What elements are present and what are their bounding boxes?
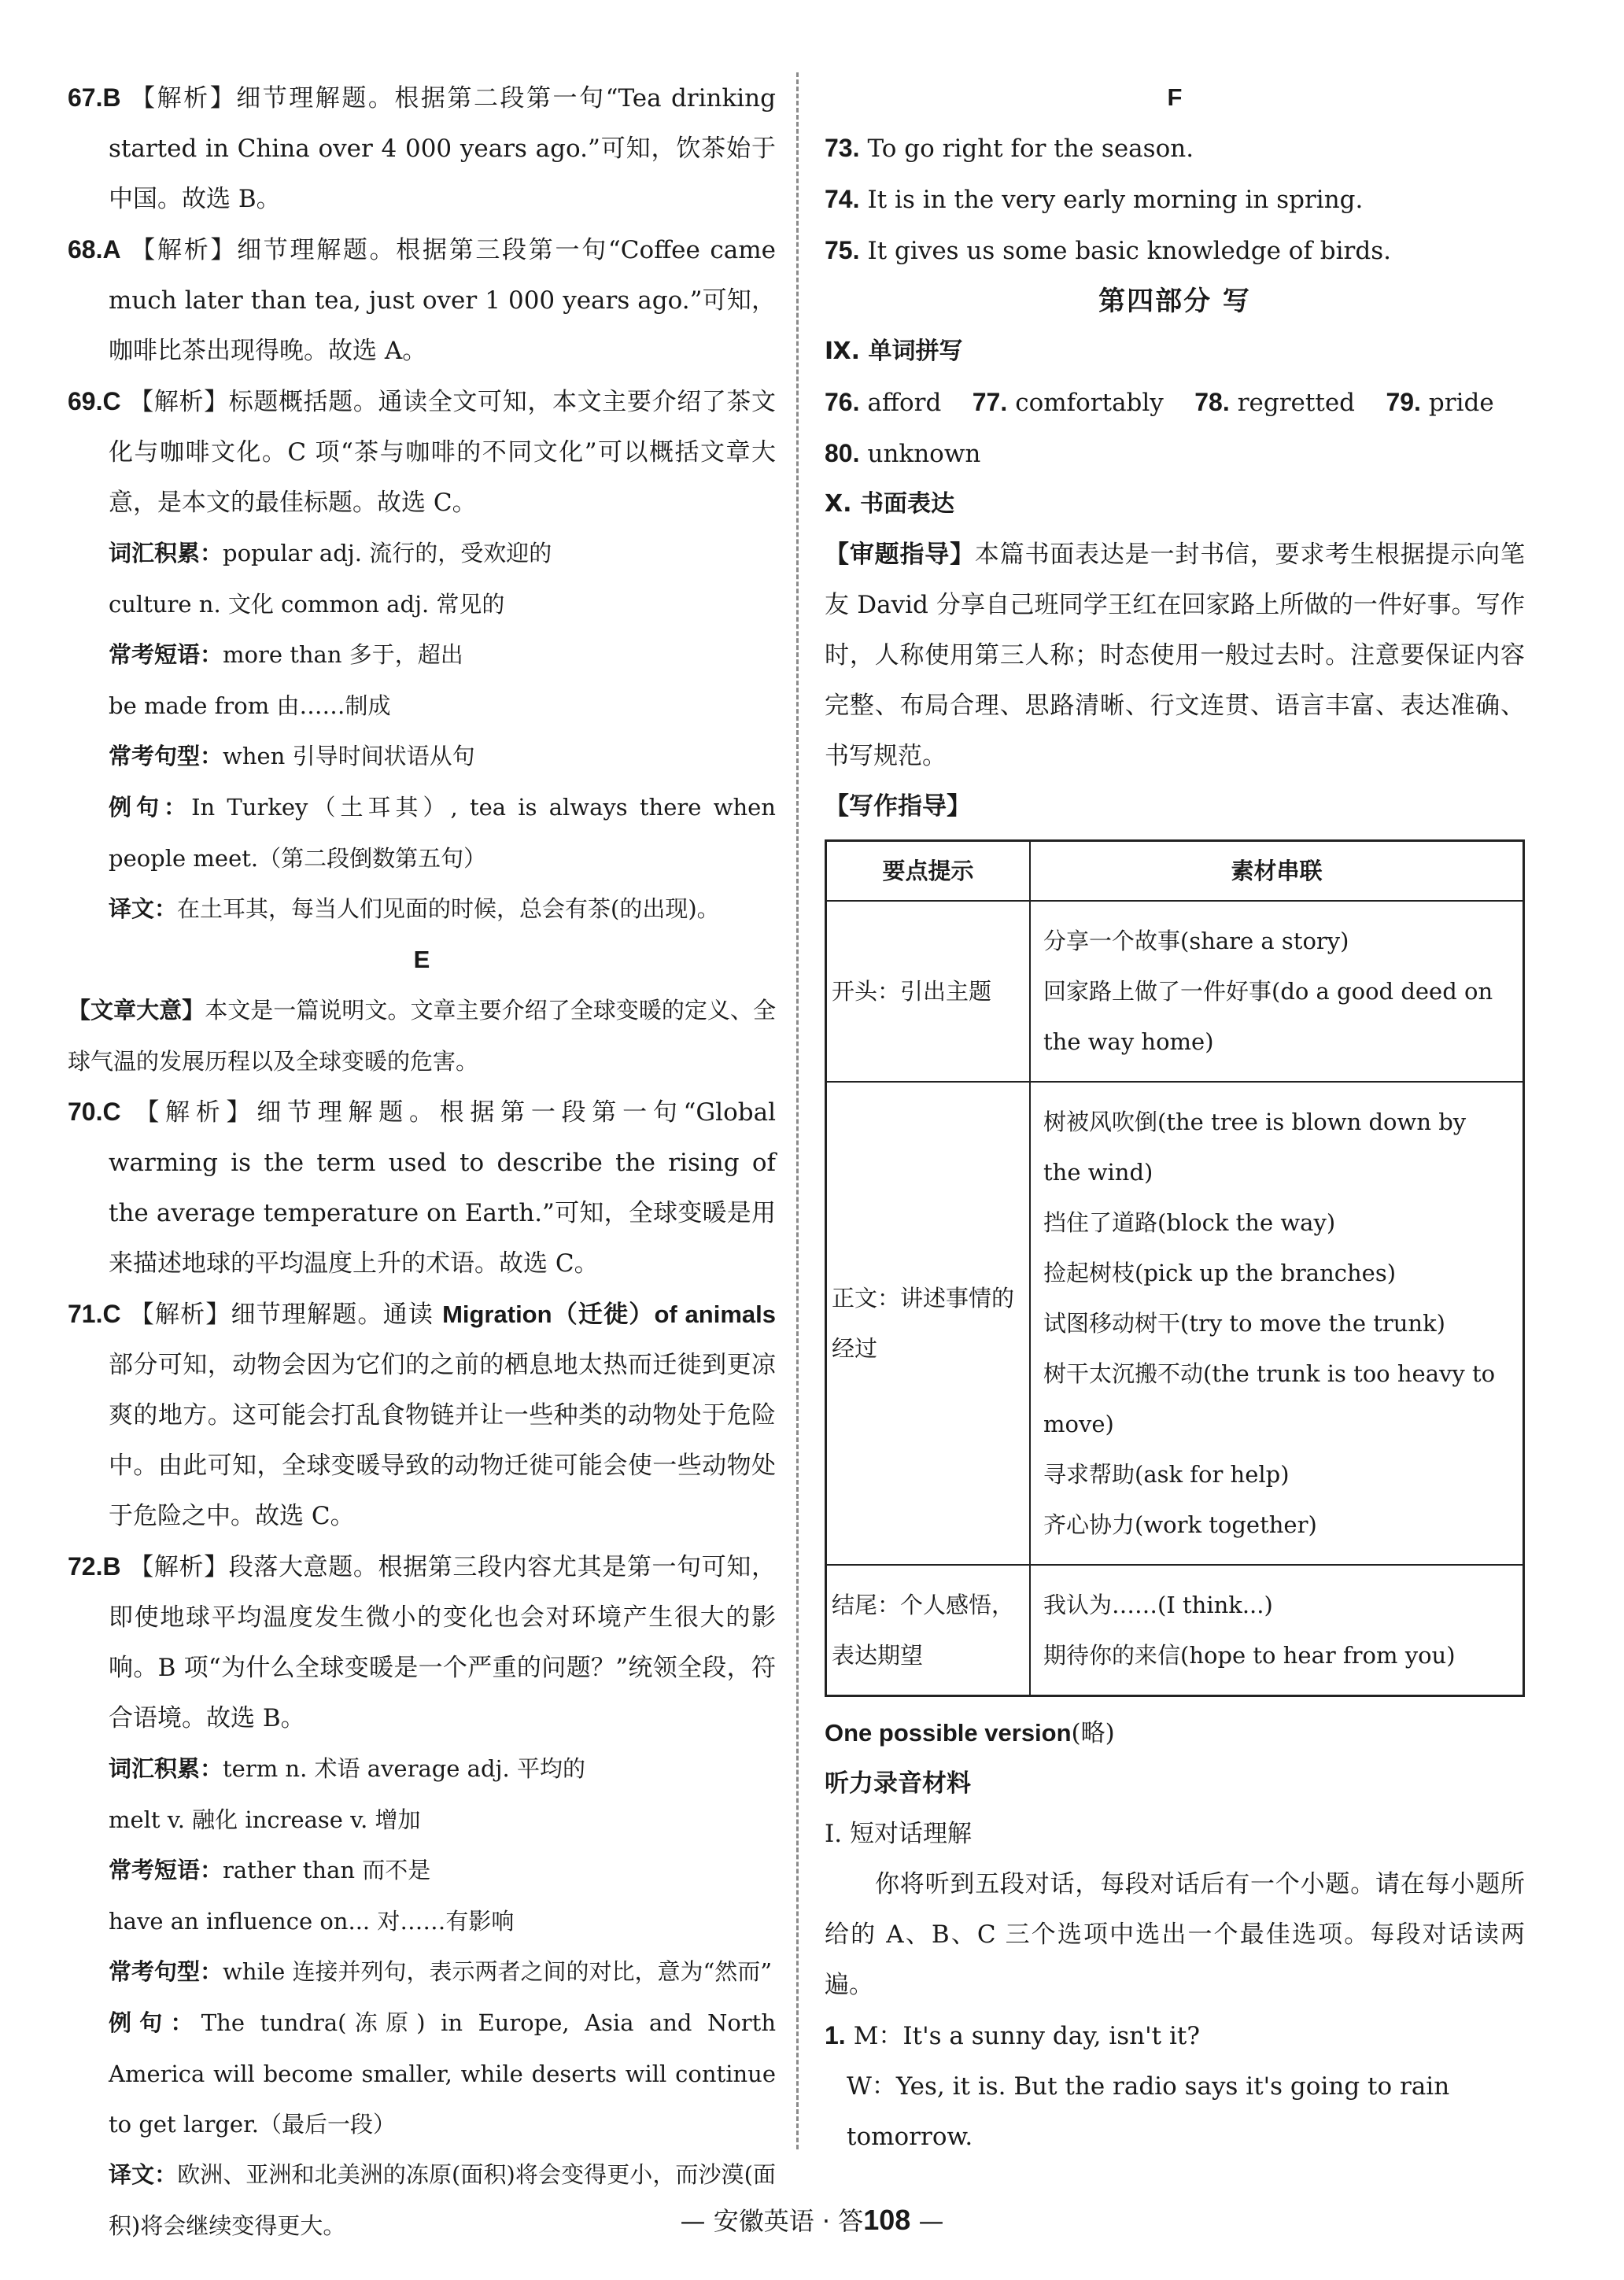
table-row (826, 1082, 1524, 1565)
table-header-row (826, 841, 1524, 902)
table-row-items (1030, 1565, 1524, 1696)
sentence-d: 常考句型：when 引导时间状语从句 (109, 743, 475, 769)
example-e: 例句：The tundra(冻原) in Europe, Asia and North America will become smaller, while deserts will continue to get larger.（最后一段） (109, 2009, 776, 2138)
translation-d: 译文：在土耳其，每当人们见面的时候，总会有茶(的出现)。 (109, 895, 720, 922)
answer-67: 67.B 【解析】细节理解题。根据第二段第一句“Tea drinking started in China over 4 000 years ago.”可知，饮茶始于中国。故选 B。 (68, 83, 776, 213)
possible-version: One possible version(略) (825, 1719, 1115, 1747)
table-item: 我认为……(I think...) (1043, 1592, 1273, 1618)
answer-68: 68.A 【解析】细节理解题。根据第三段第一句“Coffee came much later than tea, just over 1 000 years ago.”可知，咖啡比茶出现得晚。故选 A。 (68, 235, 776, 365)
answer-74: 74. It is in the very early morning in spring. (825, 185, 1364, 214)
page-number: 108 (863, 2204, 911, 2236)
table-item: 试图移动树干(try to move the trunk) (1043, 1310, 1445, 1337)
phrase-d-2: be made from 由……制成 (109, 692, 391, 719)
phrase-e-2: have an influence on... 对……有影响 (109, 1908, 515, 1935)
table-item: 寻求帮助(ask for help) (1043, 1461, 1290, 1488)
answer-69: 69.C 【解析】标题概括题。通读全文可知，本文主要介绍了茶文化与咖啡文化。C 项“茶与咖啡的不同文化”可以概括文章大意，是本文的最佳标题。故选 C。 (68, 387, 776, 517)
table-row-key: 开头：引出主题 (826, 901, 1031, 1082)
guide-review: 【审题指导】本篇书面表达是一封书信，要求考生根据提示向笔友 David 分享自己班同学王红在回家路上所做的一件好事。写作时，人称使用第三人称；时态使用一般过去时。注意要保证内容完整、布局合理、思路清晰、行文连贯、语言丰富、表达准确、书写规范。 (825, 540, 1525, 770)
table-header-key: 要点提示 (826, 841, 1031, 902)
page-footer: — 安徽英语 · 答108 — (680, 2204, 944, 2236)
table-row-items (1030, 1082, 1524, 1565)
vocab-d-1: 词汇积累：popular adj. 流行的，受欢迎的 (109, 540, 552, 566)
translation-e: 译文：欧洲、亚洲和北美洲的冻原(面积)将会变得更小，而沙漠(面积)将会继续变得更大。 (109, 2161, 776, 2239)
listening-intro: 你将听到五段对话，每段对话后有一个小题。请在每小题所给的 A、B、C 三个选项中选出一个最佳选项。每段对话读两遍。 (825, 1870, 1525, 1999)
left-column (68, 72, 776, 2251)
spelling-heading: Ⅸ. 单词拼写 (825, 338, 963, 365)
sentence-e: 常考句型：while 连接并列句，表示两者之间的对比，意为“然而” (109, 1958, 773, 1985)
spelling-answers-row-1: 76. afford 77. comfortably 78. regretted 79. pride (825, 388, 1494, 417)
dialogue-1-woman: W：Yes, it is. But the radio says it's going to rain tomorrow. (847, 2072, 1450, 2151)
answer-70: 70.C 【解析】细节理解题。根据第一段第一句“Global warming is the term used to describe the rising of the average temperature on Earth.”可知，全球变暖是用来描述地球的平均温度上升的术语。故选 C。 (68, 1098, 776, 1278)
vocab-e-1: 词汇积累：term n. 术语 average adj. 平均的 (109, 1755, 585, 1782)
summary-e: 【文章大意】本文是一篇说明文。文章主要介绍了全球变暖的定义、全球气温的发展历程以及全球变暖的危害。 (68, 997, 776, 1075)
column-divider (796, 72, 799, 2149)
table-item: 齐心协力(work together) (1043, 1511, 1317, 1538)
part-four-heading: 第四部分 写 (1098, 286, 1251, 317)
phrase-d-1: 常考短语：more than 多于，超出 (109, 641, 463, 668)
table-row (826, 901, 1524, 1082)
guide-writing: 【写作指导】 (825, 792, 971, 820)
vocab-e-2: melt v. 融化 increase v. 增加 (109, 1806, 421, 1833)
table-item: 捡起树枝(pick up the branches) (1043, 1260, 1397, 1286)
vocab-d-2: culture n. 文化 common adj. 常见的 (109, 591, 505, 618)
right-column (825, 72, 1525, 2162)
example-d: 例句：In Turkey（土耳其）, tea is always there when people meet.（第二段倒数第五句） (109, 794, 776, 872)
table-item: 树干太沉搬不动(the trunk is too heavy to move) (1043, 1360, 1496, 1437)
table-row-key: 正文：讲述事情的经过 (826, 1082, 1031, 1565)
writing-guide-table (825, 839, 1525, 1697)
section-e-heading: E (413, 946, 430, 973)
table-item: 分享一个故事(share a story) (1043, 928, 1349, 954)
table-header-material: 素材串联 (1030, 841, 1524, 902)
table-item: 回家路上做了一件好事(do a good deed on the way home) (1043, 978, 1493, 1055)
phrase-e-1: 常考短语：rather than 而不是 (109, 1857, 431, 1883)
answer-75: 75. It gives us some basic knowledge of birds. (825, 236, 1391, 265)
answer-72: 72.B 【解析】段落大意题。根据第三段内容尤其是第一句可知，即使地球平均温度发生微小的变化也会对环境产生很大的影响。B 项“为什么全球变暖是一个严重的问题？”统领全段，符合语境。故选 B。 (68, 1552, 776, 1732)
dialogue-1-man: 1. M：It's a sunny day, isn't it? (825, 2021, 1200, 2050)
table-item: 期待你的来信(hope to hear from you) (1043, 1642, 1456, 1669)
spelling-answers-row-2: 80. unknown (825, 439, 981, 468)
listening-title: 听力录音材料 (825, 1769, 971, 1797)
table-row-items (1030, 901, 1524, 1082)
table-row-key: 结尾：个人感悟，表达期望 (826, 1565, 1031, 1696)
table-row (826, 1565, 1524, 1696)
answer-73: 73. To go right for the season. (825, 134, 1194, 163)
writing-heading: Ⅹ. 书面表达 (825, 490, 954, 518)
listening-section: Ⅰ. 短对话理解 (825, 1820, 972, 1848)
section-f-heading: F (1167, 83, 1183, 111)
table-item: 挡住了道路(block the way) (1043, 1209, 1336, 1236)
table-item: 树被风吹倒(the tree is blown down by the wind) (1043, 1109, 1467, 1186)
answer-71: 71.C 【解析】细节理解题。通读 Migration（迁徙）of animals部分可知，动物会因为它们的之前的栖息地太热而迁徙到更凉爽的地方。这可能会打乱食物链并让一些种类的动物处于危险中。由此可知，全球变暖导致的动物迁徙可能会使一些动物处于危险之中。故选 C。 (68, 1300, 776, 1530)
